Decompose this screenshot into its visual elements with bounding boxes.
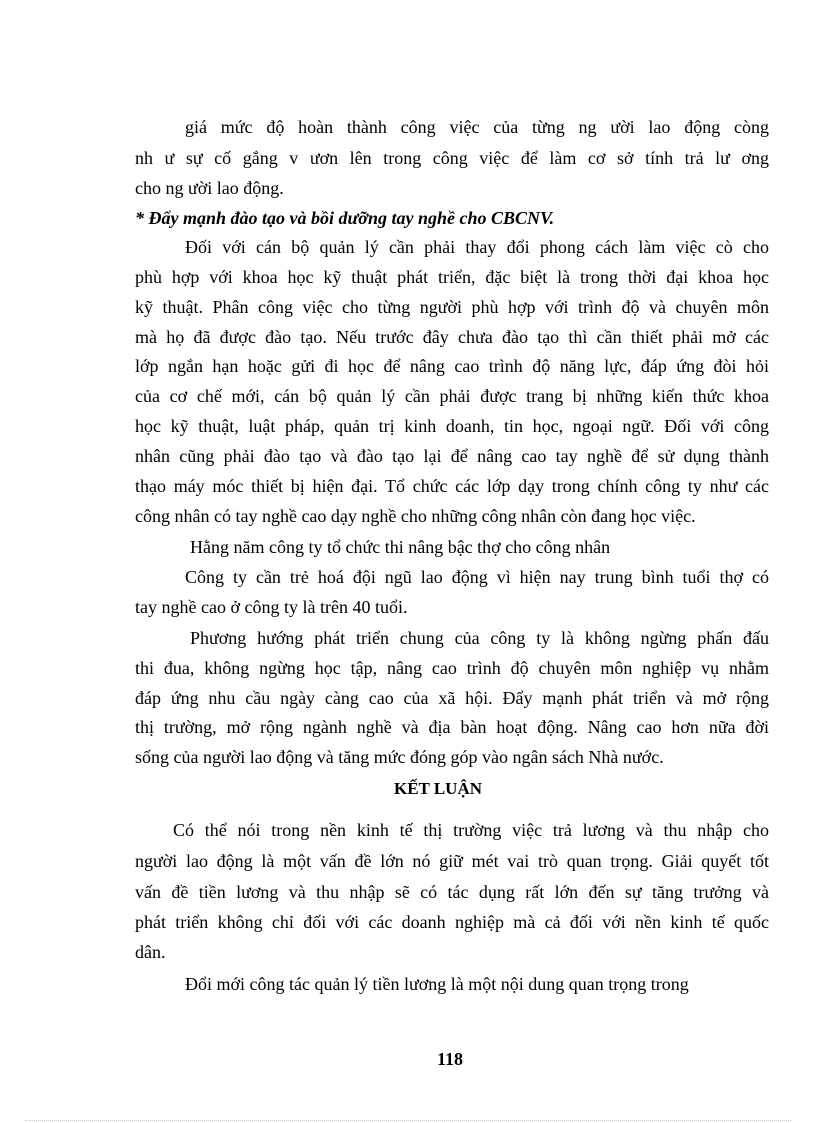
text-line: học kỹ thuật, luật pháp, quản trị kinh doanh, tin học, ngoại ngữ. Đối với công	[135, 416, 769, 436]
section-heading-training: * Đẩy mạnh đào tạo và bồi dưỡng tay nghề cho CBCNV.	[135, 208, 555, 228]
text-line: người lao động là một vấn đề lớn nó giữ mét vai trò quan trọng. Giải quyết tốt	[135, 851, 769, 871]
text-line: thạo máy móc thiết bị hiện đại. Tổ chức các lớp dạy trong chính công ty như các	[135, 476, 769, 496]
text-line: công nhân có tay nghề cao dạy nghề cho những công nhân còn đang học việc.	[135, 506, 696, 526]
text-line: nhân cũng phải đào tạo và đào tạo lại để nâng cao tay nghề để sử dụng thành	[135, 446, 769, 466]
text-line: Có thể nói trong nền kinh tế thị trường việc trả lương và thu nhập cho	[173, 820, 769, 840]
text-line: phù hợp với khoa học kỹ thuật phát triển, đặc biệt là trong thời đại khoa học	[135, 267, 769, 287]
text-line: Phương hướng phát triển chung của công ty là không ngừng phấn đấu	[190, 628, 769, 648]
text-line: kỹ thuật. Phân công việc cho từng người phù hợp với trình độ và chuyên môn	[135, 297, 769, 317]
text-line: của cơ chế mới, cán bộ quản lý cần phải được trang bị những kiến thức khoa	[135, 386, 769, 406]
text-line: sống của người lao động và tăng mức đóng góp vào ngân sách Nhà nước.	[135, 747, 664, 767]
text-line: Đối với cán bộ quản lý cần phải thay đổi phong cách làm việc cò cho	[185, 237, 769, 257]
text-line: thi đua, không ngừng học tập, nâng cao trình độ chuyên môn nghiệp vụ nhằm	[135, 658, 769, 678]
section-heading-conclusion: KẾT LUẬN	[393, 779, 482, 798]
text-line: nh ư sự cố gắng v ươn lên trong công việc để làm cơ sở tính trả lư ơng	[135, 148, 769, 168]
text-line: giá mức độ hoàn thành công việc của từng ng ười lao động còng	[185, 117, 769, 137]
text-line: Công ty cần trẻ hoá đội ngũ lao động vì hiện nay trung bình tuổi thợ có	[185, 567, 769, 587]
text-line: đáp ứng nhu cầu ngày càng cao của xã hội. Đẩy mạnh phát triển và mở rộng	[135, 688, 769, 708]
text-line: thị trường, mở rộng ngành nghề và địa bàn hoạt động. Nâng cao hơn nữa đời	[135, 717, 769, 737]
text-line: dân.	[135, 942, 166, 962]
text-line: lớp ngắn hạn hoặc gửi đi học để nâng cao trình độ năng lực, đáp ứng đòi hỏi	[135, 356, 769, 376]
text-line: phát triển không chỉ đối với các doanh nghiệp mà cả đối với nền kinh tế quốc	[135, 912, 769, 932]
text-line: cho ng ười lao động.	[135, 178, 284, 198]
text-line: Đổi mới công tác quản lý tiền lương là một nội dung quan trọng trong	[185, 974, 689, 994]
text-line: tay nghề cao ở công ty là trên 40 tuổi.	[135, 597, 408, 617]
text-line: vấn đề tiền lương và thu nhập sẽ có tác dụng rất lớn đến sự tăng trưởng và	[135, 882, 769, 902]
page-bottom-border	[25, 1120, 791, 1121]
text-line: Hằng năm công ty tổ chức thi nâng bậc thợ cho công nhân	[190, 537, 611, 557]
text-line: mà họ đã được đào tạo. Nếu trước đây chưa đào tạo thì cần thiết phải mở các	[135, 327, 769, 347]
page-number: 118	[436, 1049, 463, 1069]
